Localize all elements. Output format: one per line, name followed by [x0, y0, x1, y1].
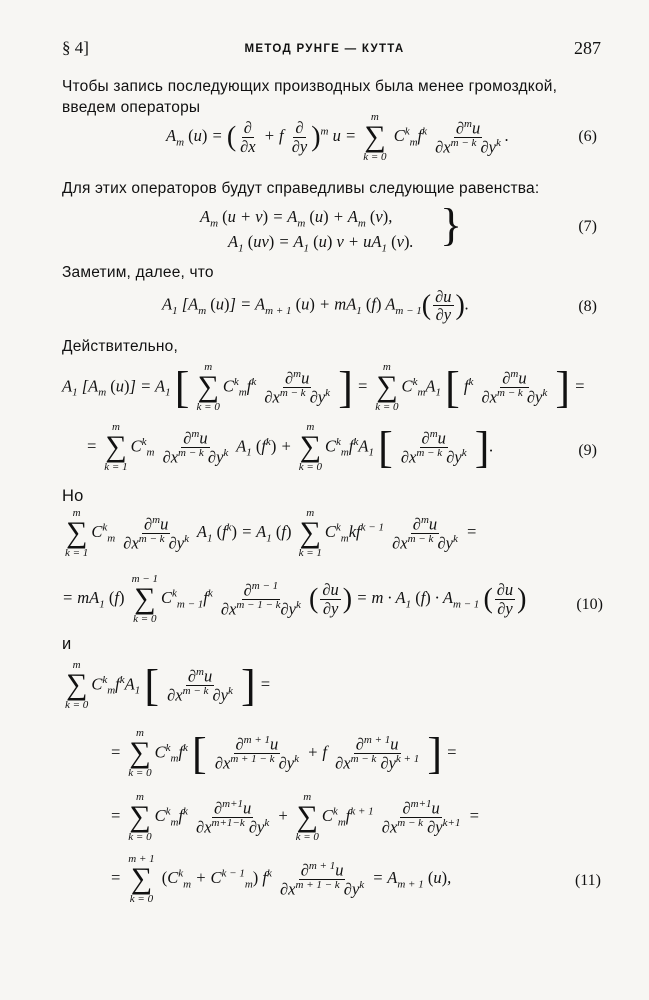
- equation-7-line-1: $A_m$ $(u + v) = A_m$ $(u) + A_m$ (v),: [200, 207, 393, 230]
- equation-number-6: (6): [578, 128, 597, 145]
- equation-number-8: (8): [578, 298, 597, 315]
- page-number: 287: [574, 38, 601, 58]
- equation-11-line-2: = m ∑ k = 0 $C^k_mf^k$ [ $\frac{\partial^{m + 1}u}{\partial x^{m + 1 - k} \partial y^k}$ + f $\frac{\partial^{m + 1}u}{\partial x^{m - k} \partial y^{k + 1}}$ ] =: [110, 727, 458, 779]
- equation-11-line-3: = m ∑ k = 0 $C^k_mf^k$ $\frac{\partial^{m+1}u}{\partial x^{m+1-k} \partial y^k}$ + m ∑ k = 0 $C^k_mf^{k + 1}$ $\frac{\partial^{m+1}u}{\partial x^{m - k} \partial y^{k+1}}$ =: [110, 791, 480, 843]
- equation-8: $A_1$ [$A_m$ $(u)] = A_{m + 1}$ $(u) + mA_1$ (f) $A_{m - 1}$( $\frac{\partial u}{\partial y}$ ).: [162, 287, 469, 325]
- equation-6: $A_m$ (u) = ( $\frac{\partial}{\partial x}$ + f $\frac{\partial}{\partial y}$ )$^m$ u = m ∑ k = 0 $C^k_mf^k$ $\frac{\partial^mu}{\partial x^{m - k} \partial y^k}$ .: [166, 111, 510, 163]
- indeed-paragraph: Действительно,: [62, 338, 178, 355]
- but-paragraph: Но: [62, 487, 84, 505]
- intro-paragraph: Чтобы запись последующих производных была менее громоздкой, введем операторы: [62, 78, 558, 116]
- equation-7-brace: }: [440, 199, 463, 250]
- equation-number-11: (11): [574, 872, 601, 889]
- equation-7-line-2: $A_1$ $(uv) = A_1$ (u) $v + uA_1$ (v).: [228, 232, 414, 255]
- operators-paragraph: Для этих операторов будут справедливы следующие равенства:: [62, 180, 540, 197]
- and-paragraph: и: [62, 635, 72, 653]
- equation-11-line-1: m ∑ k = 0 $C^k_mf^kA_1$ [ $\frac{\partial^mu}{\partial x^{m - k} \partial y^k}$ ] =: [65, 659, 271, 711]
- section-marker: § 4]: [62, 38, 89, 57]
- equation-number-7: (7): [578, 218, 597, 235]
- equation-number-10: (10): [576, 596, 603, 613]
- equation-10-line-1: m ∑ k = 1 $C^k_m$ $\frac{\partial^mu}{\partial x^{m - k} \partial y^k}$ $A_1$ $(f^k) = A_1$ (f) m ∑ k = 1 $C^k_mkf^{k - 1}$ $\frac{\partial^mu}{\partial x^{m - k} \partial y^k}$ =: [65, 507, 478, 559]
- equation-9-line-2: = m ∑ k = 1 $C^k_m$ $\frac{\partial^mu}{\partial x^{m - k} \partial y^k}$ $A_1$ $(f^k)$ + m ∑ k = 0 $C^k_mf^kA_1$ [ $\frac{\partial^mu}{\partial x^{m - k} \partial y^k}$ ].: [86, 421, 494, 473]
- running-title: МЕТОД РУНГЕ — КУТТА: [244, 43, 405, 55]
- equation-number-9: (9): [578, 442, 597, 459]
- note-paragraph: Заметим, далее, что: [62, 264, 214, 281]
- equation-11-line-4: = m + 1 ∑ k = 0 $(C^k_m + C^{k - 1}_m)$ $f^k$ $\frac{\partial^{m + 1}u}{\partial x^{m + 1 - k} \partial y^k}$ = $A_{m + 1}$ (u),: [110, 853, 452, 905]
- equation-9-line-1: $A_1$ [$A_m$ $(u)] = A_1$ [ m ∑ k = 0 $C^k_mf^k$ $\frac{\partial^mu}{\partial x^{m - k} \partial y^k}$ ] = m ∑ k = 0 $C^k_mA_1$ [ $f^k$ $\frac{\partial^mu}{\partial x^{m - k} \partial y^k}$ ] =: [62, 361, 586, 413]
- equation-10-line-2: = $mA_1$ (f) m − 1 ∑ k = 0 $C^k_{m - 1}f^k$ $\frac{\partial^{m - 1}}{\partial x^{m - 1 - k}\partial y^k}$ ( $\frac{\partial u}{\partial y}$ ) = $m \cdot A_1$ $(f) \cdot A_{m - 1}$ ( $\frac{\partial u}{\partial y}$ ): [62, 573, 527, 625]
